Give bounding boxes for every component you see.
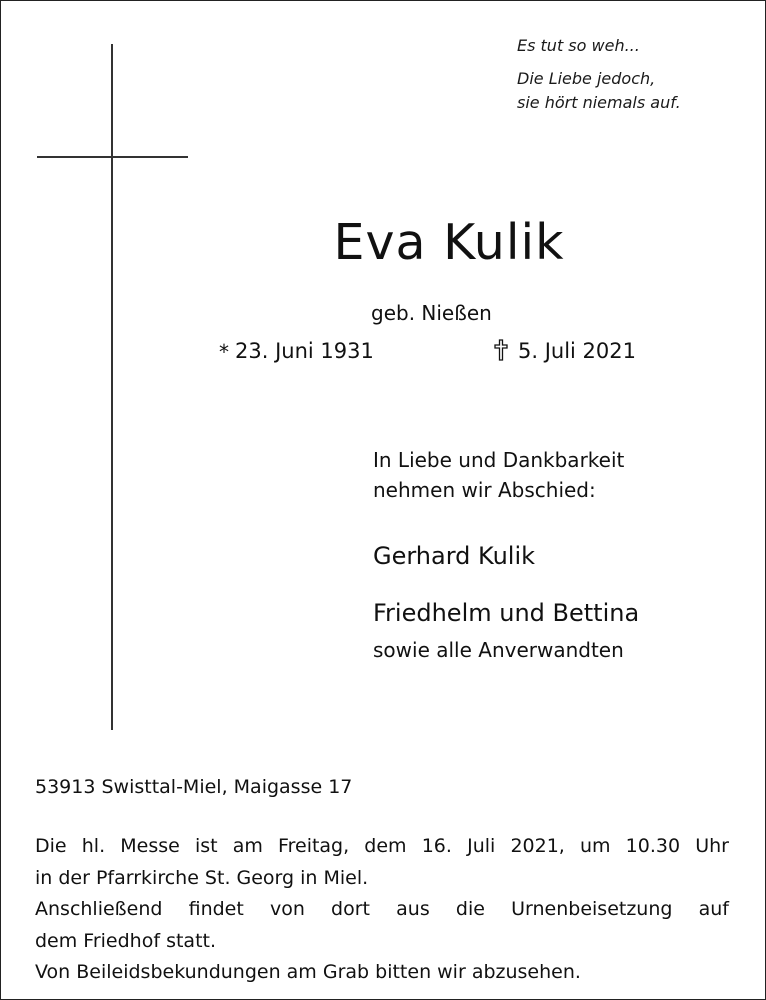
farewell-line-1: In Liebe und Dankbarkeit	[373, 448, 625, 472]
address: 53913 Swisttal-Miel, Maigasse 17	[35, 776, 353, 798]
service-line-2: in der Pfarrkirche St. Georg in Miel.	[35, 866, 369, 889]
mourner-name-2: Friedhelm und Bettina	[373, 599, 640, 627]
motto-line-1: Es tut so weh...	[517, 36, 640, 55]
birth-name: geb. Nießen	[371, 301, 492, 325]
motto-line-3: sie hört niemals auf.	[517, 93, 681, 112]
cross-horizontal-bar	[37, 156, 188, 158]
motto-verse	[517, 34, 757, 115]
service-line-5: Von Beileidsbekundungen am Grab bitten wir abzusehen.	[35, 961, 581, 983]
birth-star-icon: *	[219, 340, 229, 364]
birth-date-group	[219, 336, 374, 366]
farewell-text	[373, 445, 624, 505]
death-date-group	[494, 336, 636, 366]
farewell-line-2: nehmen wir Abschied:	[373, 478, 596, 502]
service-notice	[35, 831, 729, 989]
service-line-3: Anschließend findet von dort aus die Urnenbeisetzung auf	[35, 898, 729, 920]
death-date: 5. Juli 2021	[518, 339, 637, 363]
mourner-name-1: Gerhard Kulik	[373, 542, 536, 570]
cross-icon	[494, 339, 508, 361]
motto-line-2: Die Liebe jedoch,	[517, 69, 656, 88]
birth-date: 23. Juni 1931	[235, 339, 374, 363]
relatives-line: sowie alle Anverwandten	[373, 638, 624, 662]
service-line-4: dem Friedhof statt.	[35, 929, 217, 952]
cross-vertical-bar	[111, 44, 113, 730]
deceased-name: Eva Kulik	[333, 214, 565, 271]
service-line-1: Die hl. Messe ist am Freitag, dem 16. Juli 2021, um 10.30 Uhr	[35, 835, 729, 857]
